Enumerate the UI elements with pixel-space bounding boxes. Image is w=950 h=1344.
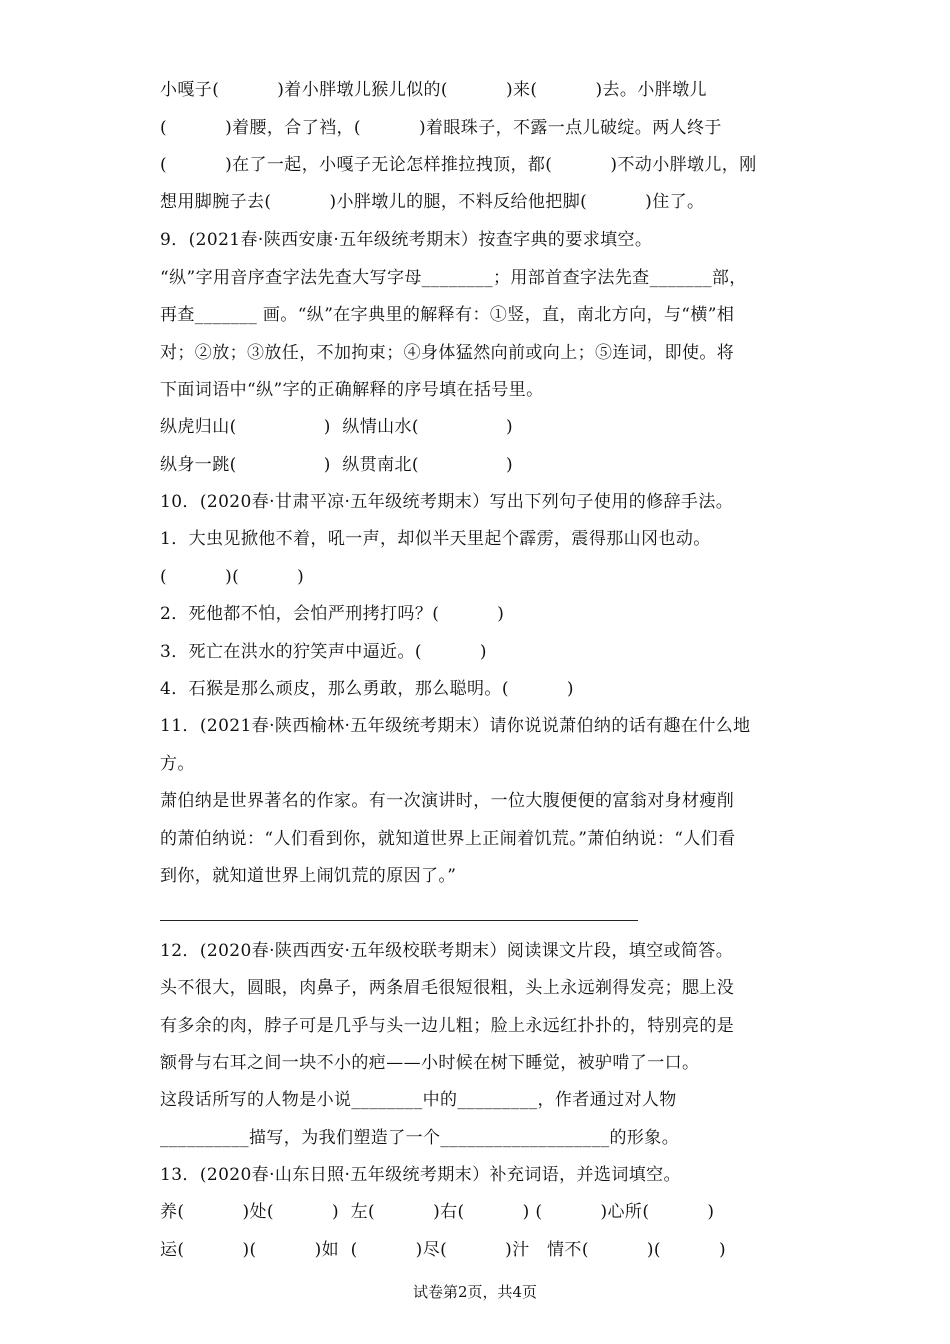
q10-line-2: ( )( ): [160, 567, 305, 587]
q12-line-5: __________描写，为我们塑造了一个___________________的形象。: [160, 1128, 680, 1148]
q9-title: 9．(2021春·陕西安康·五年级统考期末）按查字典的要求填空。: [160, 230, 653, 250]
q12-title: 12．(2020春·陕西西安·五年级校联考期末）阅读课文片段，填空或简答。: [160, 941, 734, 961]
q12-line-1: 头不很大，圆眼，肉鼻子，两条眉毛很短很粗，头上永远剃得发亮；腮上没: [160, 978, 735, 998]
q12-line-4: 这段话所写的人物是小说________中的_________，作者通过对人物: [160, 1090, 677, 1110]
q11-answer-line: [160, 920, 638, 921]
q12-line-3: 额骨与右耳之间一块不小的疤——小时候在树下睡觉，被驴啃了一口。: [160, 1053, 700, 1073]
q11-title-2: 方。: [160, 754, 195, 774]
q13-line-1: 养( )处( ) 左( )右( ) ( )心所( ): [160, 1202, 715, 1222]
q10-title: 10．(2020春·甘肃平凉·五年级统考期末）写出下列句子使用的修辞手法。: [160, 492, 734, 512]
q10-line-1: 1．大虫见掀他不着，吼一声，却似半天里起个霹雳，震得那山冈也动。: [160, 529, 711, 549]
q10-line-5: 4．石猴是那么顽皮，那么勇敢，那么聪明。( ): [160, 679, 574, 699]
q8-text-line-4: 想用脚腕子去( )小胖墩儿的腿，不料反给他把脚( )住了。: [160, 192, 705, 212]
q11-line-3: 到你，就知道世界上闹饥荒的原因了。”: [160, 866, 457, 886]
q9-line-3: 对；②放；③放任，不加拘束；④身体猛然向前或向上；⑤连词，即使。将: [160, 343, 735, 363]
page-footer: 试卷第2页，共4页: [412, 1283, 538, 1301]
q13-title: 13．(2020春·山东日照·五年级统考期末）补充词语，并选词填空。: [160, 1165, 681, 1185]
q9-line-6: 纵身一跳( ) 纵贯南北( ): [160, 455, 514, 475]
q12-line-2: 有多余的肉，脖子可是几乎与头一边儿粗；脸上永远红扑扑的，特别亮的是: [160, 1016, 735, 1036]
q9-line-2: 再查_______ 画。“纵”在字典里的解释有：①竖，直，南北方向，与“横”相: [160, 305, 735, 325]
q8-text-line-1: 小嘎子( )着小胖墩儿猴儿似的( )来( )去。小胖墩儿: [160, 80, 707, 100]
q8-text-line-3: ( )在了一起，小嘎子无论怎样推拉拽顶，都( )不动小胖墩儿，刚: [160, 155, 757, 175]
q8-text-line-2: ( )着腰，合了裆，( )着眼珠子，不露一点儿破绽。两人终于: [160, 118, 722, 138]
q9-line-1: “纵”字用音序查字法先查大写字母________；用部首查字法先查_______部，: [160, 268, 747, 288]
q9-line-5: 纵虎归山( ) 纵情山水( ): [160, 417, 514, 437]
q11-line-2: 的萧伯纳说：“人们看到你，就知道世界上正闹着饥荒。”萧伯纳说：“人们看: [160, 829, 736, 849]
q11-line-1: 萧伯纳是世界著名的作家。有一次演讲时，一位大腹便便的富翁对身材瘦削: [160, 791, 735, 811]
q9-line-4: 下面词语中“纵”字的正确解释的序号填在括号里。: [160, 380, 544, 400]
q13-line-2: 运( )( )如 ( )尽( )汁 情不( )( ): [160, 1240, 727, 1260]
q10-line-3: 2．死他都不怕，会怕严刑拷打吗？( ): [160, 604, 505, 624]
q11-title-1: 11．(2021春·陕西榆林·五年级统考期末）请你说说萧伯纳的话有趣在什么地: [160, 716, 751, 736]
q10-line-4: 3．死亡在洪水的狞笑声中逼近。( ): [160, 642, 487, 662]
